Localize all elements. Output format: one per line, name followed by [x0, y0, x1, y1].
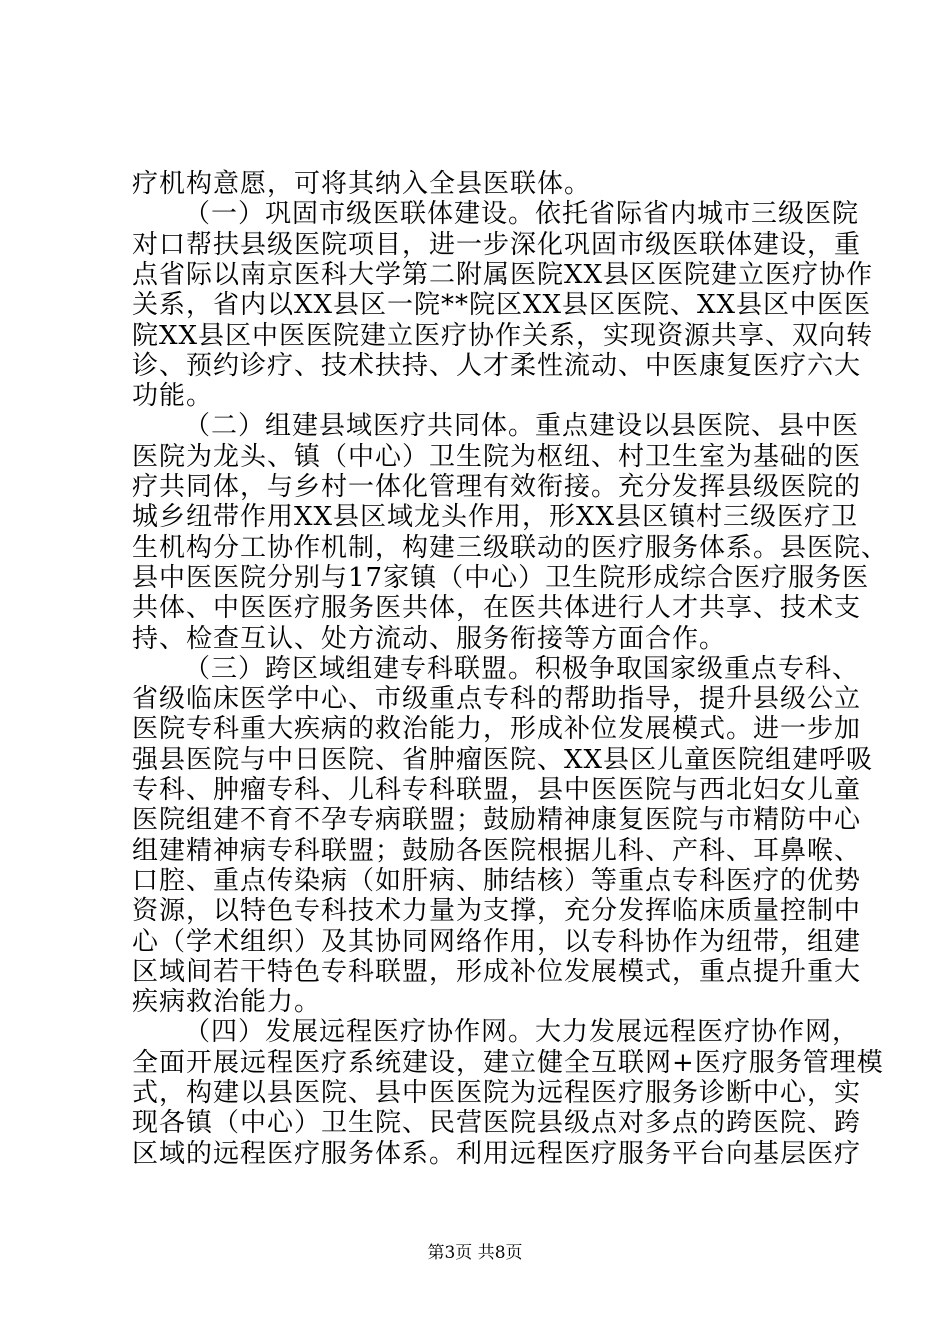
text-line: 疗机构意愿，可将其纳入全县医联体。 [132, 169, 592, 199]
text-line: 持、检查互认、处方流动、服务衔接等方面合作。 [132, 623, 727, 654]
text-line: 城乡纽带作用XX县区域龙头作用，形XX县区镇村三级医疗卫 [132, 502, 859, 533]
text-line: 式，构建以县医院、县中医医院为远程医疗服务诊断中心，实 [132, 1078, 862, 1108]
text-line: 强县医院与中日医院、省肿瘤医院、XX县区儿童医院组建呼吸 [132, 744, 874, 775]
text-line: 医院组建不育不孕专病联盟；鼓励精神康复医院与市精防中心 [132, 805, 862, 836]
text-line: 省级临床医学中心、市级重点专科的帮助指导，提升县级公立 [132, 684, 862, 715]
text-line: 对口帮扶县级医院项目，进一步深化巩固市级医联体建设，重 [132, 229, 862, 260]
text-line: 生机构分工协作机制，构建三级联动的医疗服务体系。县医院、 [132, 532, 889, 563]
text-line: 医院为龙头、镇（中心）卫生院为枢纽、村卫生室为基础的医 [132, 441, 862, 472]
text-line: 疗共同体，与乡村一体化管理有效衔接。充分发挥县级医院的 [132, 472, 862, 502]
section-heading-line: （四）发展远程医疗协作网。大力发展远程医疗协作网， [184, 1017, 860, 1048]
text-line: 区域的远程医疗服务体系。利用远程医疗服务平台向基层医疗 [132, 1138, 862, 1169]
text-line: 院XX县区中医医院建立医疗协作关系，实现资源共享、双向转 [132, 320, 874, 351]
page-number-footer: 第3页 共8页 [427, 1243, 523, 1263]
text-line: 全面开展远程医疗系统建设，建立健全互联网+医疗服务管理模 [132, 1047, 884, 1078]
section-heading-line: （一）巩固市级医联体建设。依托省际省内城市三级医院 [184, 199, 860, 230]
text-line: 诊、预约诊疗、技术扶持、人才柔性流动、中医康复医疗六大 [132, 350, 862, 381]
text-line: 专科、肿瘤专科、儿科专科联盟，县中医医院与西北妇女儿童 [132, 775, 862, 805]
text-line: 心（学术组织）及其协同网络作用，以专科协作为纽带，组建 [132, 926, 862, 957]
text-line: 功能。 [132, 381, 214, 412]
text-line: 县中医医院分别与17家镇（中心）卫生院形成综合医疗服务医 [132, 562, 870, 593]
text-line: 现各镇（中心）卫生院、民营医院县级点对多点的跨医院、跨 [132, 1108, 862, 1139]
text-line: 资源，以特色专科技术力量为支撑，充分发挥临床质量控制中 [132, 896, 862, 927]
text-line: 关系，省内以XX县区一院**院区XX县区医院、XX县区中医医 [132, 290, 872, 321]
section-heading-line: （三）跨区域组建专科联盟。积极争取国家级重点专科、 [184, 653, 860, 684]
text-line: 疾病救治能力。 [132, 987, 322, 1018]
text-line: 组建精神病专科联盟；鼓励各医院根据儿科、产科、耳鼻喉、 [132, 835, 862, 866]
text-line: 点省际以南京医科大学第二附属医院XX县区医院建立医疗协作 [132, 259, 874, 290]
text-line: 区域间若干特色专科联盟，形成补位发展模式，重点提升重大 [132, 956, 862, 987]
text-line: 医院专科重大疾病的救治能力，形成补位发展模式。进一步加 [132, 714, 862, 745]
section-heading-line: （二）组建县域医疗共同体。重点建设以县医院、县中医 [184, 411, 860, 442]
text-line: 共体、中医医疗服务医共体，在医共体进行人才共享、技术支 [132, 593, 862, 624]
text-line: 口腔、重点传染病（如肝病、肺结核）等重点专科医疗的优势 [132, 865, 862, 896]
